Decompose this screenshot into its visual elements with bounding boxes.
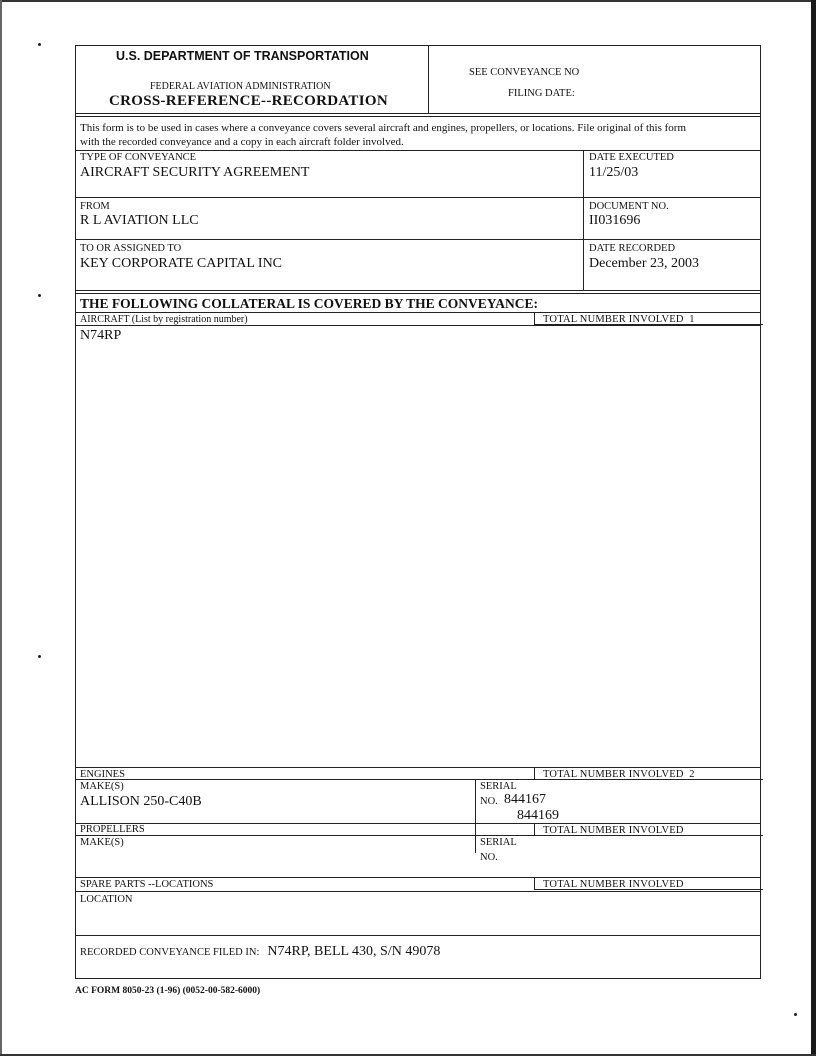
aircraft-total-label: TOTAL NUMBER INVOLVED	[543, 314, 684, 325]
form-number: AC FORM 8050-23 (1-96) (0052-00-582-6000)	[75, 986, 261, 996]
date-executed-value: 11/25/03	[589, 165, 639, 180]
engine-serial: 844167	[504, 792, 546, 807]
rule	[76, 779, 760, 780]
rule	[76, 150, 760, 151]
rule	[76, 239, 760, 240]
engines-serial-label: SERIAL	[480, 781, 517, 792]
type-of-conveyance-label: TYPE OF CONVEYANCE	[80, 152, 197, 163]
scan-edge-right	[811, 0, 816, 1056]
scan-speck	[38, 294, 41, 297]
cross-reference-form	[75, 45, 761, 979]
engine-serial: 844169	[517, 808, 559, 823]
rule	[76, 113, 760, 114]
engines-total-label: TOTAL NUMBER INVOLVED	[543, 769, 684, 780]
serial-divider	[475, 779, 476, 853]
propellers-total-label: TOTAL NUMBER INVOLVED	[543, 825, 684, 836]
see-conveyance-label: SEE CONVEYANCE NO	[469, 67, 580, 78]
rule	[76, 290, 760, 291]
rule	[76, 325, 760, 326]
instructions-line: with the recorded conveyance and a copy in each aircraft folder involved.	[80, 136, 404, 148]
propellers-label: PROPELLERS	[80, 824, 145, 835]
rule	[76, 197, 760, 198]
propellers-no-label: NO.	[480, 852, 498, 863]
rule	[76, 835, 760, 836]
scan-speck	[38, 655, 41, 658]
document-no-label: DOCUMENT NO.	[589, 201, 669, 212]
spare-parts-label: SPARE PARTS --LOCATIONS	[80, 879, 214, 890]
type-of-conveyance-value: AIRCRAFT SECURITY AGREEMENT	[80, 165, 310, 180]
date-recorded-value: December 23, 2003	[589, 256, 700, 271]
engines-make-label: MAKE(S)	[80, 781, 124, 792]
instructions-line: This form is to be used in cases where a conveyance covers several aircraft and engines, propellers, or locations. File original of this form	[80, 122, 687, 134]
engines-make-value: ALLISON 250-C40B	[80, 794, 202, 809]
header-divider	[428, 46, 429, 113]
aircraft-label: AIRCRAFT (List by registration number)	[80, 314, 248, 325]
propellers-make-label: MAKE(S)	[80, 837, 124, 848]
scan-speck	[38, 43, 41, 46]
date-executed-label: DATE EXECUTED	[589, 152, 674, 163]
rule	[76, 891, 760, 892]
collateral-heading: THE FOLLOWING COLLATERAL IS COVERED BY THE CONVEYANCE:	[80, 296, 538, 311]
date-recorded-label: DATE RECORDED	[589, 243, 676, 254]
rule	[76, 116, 760, 117]
scan-edge-left	[0, 0, 2, 1056]
form-title: CROSS-REFERENCE--RECORDATION	[109, 93, 388, 109]
rule	[76, 293, 760, 294]
propellers-serial-label: SERIAL	[480, 837, 517, 848]
from-label: FROM	[80, 201, 110, 212]
details-divider	[583, 150, 584, 290]
scan-speck	[794, 1013, 797, 1016]
to-label: TO OR ASSIGNED TO	[80, 243, 182, 254]
from-value: R L AVIATION LLC	[80, 213, 199, 228]
instructions	[80, 121, 686, 149]
filing-date-label: FILING DATE:	[508, 88, 575, 99]
engines-no-label: NO.	[480, 796, 498, 807]
engines-label: ENGINES	[80, 769, 125, 780]
spare-parts-total-label: TOTAL NUMBER INVOLVED	[543, 879, 684, 890]
aircraft-total	[543, 314, 695, 325]
engines-total-value: 2	[689, 769, 695, 780]
rule	[76, 935, 760, 936]
dept-title: U.S. DEPARTMENT OF TRANSPORTATION	[116, 49, 369, 63]
aircraft-reg-number: N74RP	[80, 328, 122, 343]
recorded-conveyance-label: RECORDED CONVEYANCE FILED IN:	[80, 947, 260, 958]
scan-edge-top	[0, 0, 816, 2]
document-no-value: II031696	[589, 213, 641, 228]
agency-name: FEDERAL AVIATION ADMINISTRATION	[150, 81, 331, 92]
aircraft-total-value: 1	[689, 314, 695, 325]
to-value: KEY CORPORATE CAPITAL INC	[80, 256, 283, 271]
recorded-conveyance-value: N74RP, BELL 430, S/N 49078	[267, 944, 441, 959]
location-label: LOCATION	[80, 894, 133, 905]
recorded-conveyance	[80, 942, 440, 960]
